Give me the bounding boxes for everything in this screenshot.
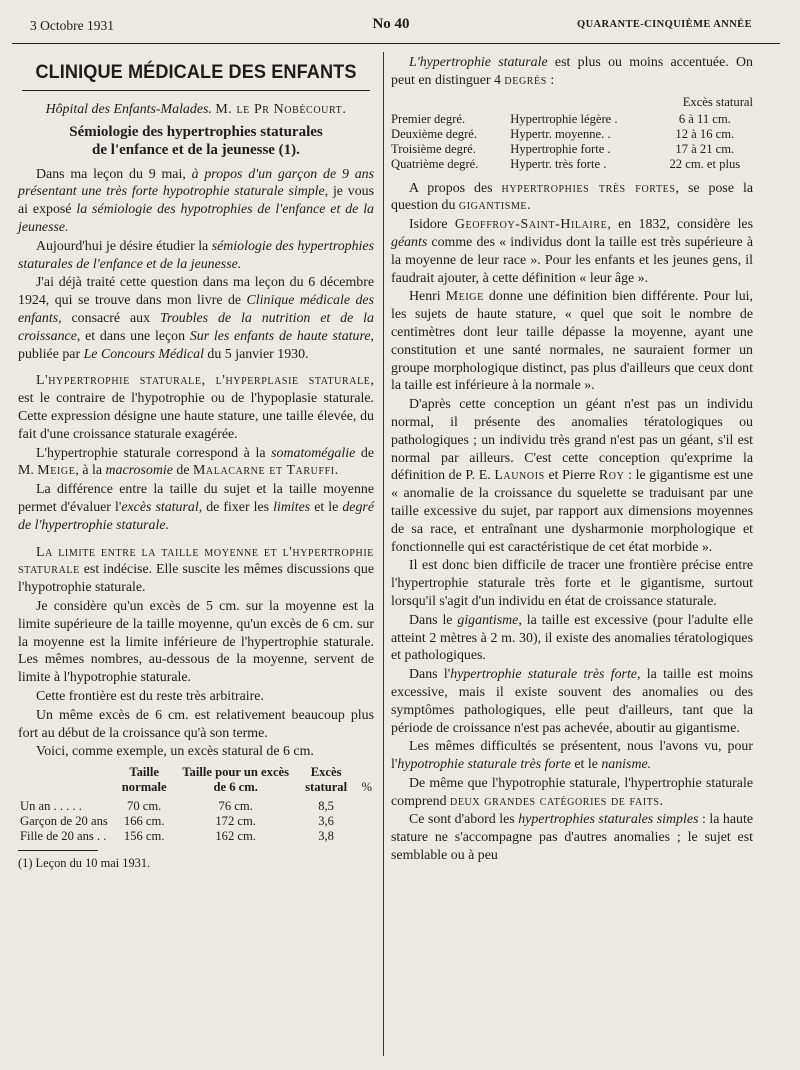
footnote: (1) Leçon du 10 mai 1931.	[18, 856, 151, 871]
paragraph: Je considère qu'un excès de 5 cm. sur la moyenne est la limite supérieure de la taille moyenne, qu'un excès de 6 cm. sur la moyenne est la limite inférieure de l'hypertrophie staturale. Les mêmes nombres, au-dessous de la moyenne, servent de limite à l'hypotrophie staturale.	[18, 598, 374, 686]
paragraph: Un même excès de 6 cm. est relativement beaucoup plus fort au début de la croissance qu'à son terme.	[18, 707, 374, 741]
title-rule	[22, 90, 370, 91]
table-row: Un an . . . . . 70 cm. 76 cm. 8,5	[20, 799, 334, 814]
hospital-name: Hôpital des Enfants-Malades.	[45, 101, 212, 117]
paragraph: Henri Meige donne une définition bien différente. Pour lui, les sujets de haute stature, « quel que soit le nombre de centimètres dont leur taille dépasse la moyenne, ayant une constitution et une santé normales, ne sauraient former un groupe morphologique distinct, pas plus d'ailleurs que ceux dont la taille est inférieure à la normale ».	[391, 289, 753, 394]
table-row: Garçon de 20 ans 166 cm. 172 cm. 3,6	[20, 814, 334, 829]
paragraph: J'ai déjà traité cette question dans ma leçon du 6 décembre 1924, qui se trouve dans mon livre de Clinique médicale des enfants, consacré aux Troubles de la nutrition et de la croissance, et dans une leçon Sur les enfants de haute stature, publiée par Le Concours Médical du 5 janvier 1930.	[18, 275, 374, 362]
issue-number: No 40	[372, 16, 410, 32]
table-header-row	[391, 95, 753, 112]
hospital-line	[18, 101, 374, 119]
section-title: CLINIQUE MÉDICALE DES ENFANTS	[35, 61, 357, 83]
paragraph: Il est donc bien difficile de tracer une frontière précise entre l'hypertrophie staturale très forte et le gigantisme, surtout lorsqu'il s'agit d'un individu en état de croissance staturale.	[391, 558, 753, 609]
column-header: Excès statural	[305, 765, 348, 795]
table-row: Fille de 20 ans . . 156 cm. 162 cm. 3,8	[20, 829, 334, 844]
table-row: Quatrième degré. Hypertr. très forte . 22 cm. et plus	[391, 156, 741, 171]
page-header	[30, 16, 752, 38]
column-header: %	[361, 780, 372, 795]
paragraph: D'après cette conception un géant n'est pas un individu normal, il présente des anomalies tératologiques ou pathologiques ; un individu très grand n'est pas un géant, s'il est normal par ailleurs. C'est cette conception qu'exprime la définition de P. E. Launois et Pierre Roy : le gigantisme est une « anomalie de la croissance du squelette se traduisant par une taille excessive du sujet, par rapport aux dimensions moyennes de sa race, et entraînant une dysharmonie morphologique et fonctionnelle qui est caractéristique de cet état morbide ».	[391, 397, 753, 555]
subtitle-line-1: Sémiologie des hypertrophies staturales	[69, 123, 323, 140]
lesson-subtitle	[18, 123, 374, 159]
paragraph: Cette frontière est du reste très arbitraire.	[36, 688, 264, 704]
paragraph: Dans ma leçon du 9 mai, à propos d'un garçon de 9 ans présentant une très forte hypotrophie staturale simple, je vous ai exposé la sémiologie des hypotrophies de l'enfance et de la jeunesse.	[18, 166, 375, 235]
column-header: Taille pour un excès de 6 cm.	[182, 765, 290, 795]
subtitle-line-2: de l'enfance et de la jeunesse (1).	[92, 141, 300, 158]
paragraph: Voici, comme exemple, un excès statural de 6 cm.	[36, 744, 314, 760]
footnote-rule	[18, 850, 98, 851]
table-row: Premier degré. Hypertrophie légère . 6 à 11 cm.	[391, 111, 731, 126]
paragraph: L'hypertrophie staturale, l'hyperplasie staturale, est le contraire de l'hypotrophie ou de l'hypoplasie staturale. Cette expression désigne une haute stature, une taille élevée, du fait d'une croissance staturale exagérée.	[18, 373, 374, 442]
paragraph: Dans le gigantisme, la taille est excessive (pour l'adulte elle atteint 2 mètres à 2 m. 30), il existe des anomalies tératologiques et pathologiques.	[391, 612, 753, 664]
table-row: Deuxième degré. Hypertr. moyenne. . 12 à 16 cm.	[391, 126, 735, 141]
paragraph: Ce sont d'abord les hypertrophies staturales simples : la haute stature ne s'accompagne pas d'autres anomalies ; le sujet est semblable ou à peu	[391, 812, 753, 864]
paragraph: L'hypertrophie staturale est plus ou moins accentuée. On peut en distinguer 4 degrés :	[391, 55, 754, 88]
paragraph: La limite entre la taille moyenne et l'hypertrophie staturale est indécise. Elle suscite les mêmes discussions que l'hypotrophie staturale.	[18, 544, 374, 596]
example-table	[18, 765, 374, 844]
paragraph: Isidore Geoffroy-Saint-Hilaire, en 1832, considère les géants comme des « individus dont la taille est très supérieure à la moyenne de leur race ». Pour les enfants et les jeunes gens, il faudrait ajouter, à cette définition « leur âge ».	[391, 217, 753, 286]
volume-year: QUARANTE-CINQUIÈME ANNÉE	[577, 19, 752, 30]
column-header: Excès statural	[682, 94, 753, 109]
paragraph: Dans l'hypertrophie staturale très forte, la taille est moins excessive, mais il existe souvent des anomalies ou des symptômes pathologiques, elle peut d'ailleurs, tant que la période de croissance n'est pas achevée, aboutir au gigantisme.	[391, 667, 753, 736]
paragraph: Les mêmes difficultés se présentent, nous l'avons vu, pour l'hypotrophie staturale très forte et le nanisme.	[391, 739, 753, 773]
table-header-row	[18, 765, 374, 799]
paragraph: A propos des hypertrophies très fortes, se pose la question du gigantisme.	[391, 180, 753, 214]
paragraph: L'hypertrophie staturale correspond à la somatomégalie de M. Meige, à la macrosomie de Malacarne et Taruffi.	[18, 445, 374, 479]
table-row: Troisième degré. Hypertrophie forte . 17 à 21 cm.	[391, 141, 735, 156]
column-header: Taille normale	[121, 765, 167, 795]
paragraph: De même que l'hypotrophie staturale, l'hypertrophie staturale comprend deux grandes catégories de faits.	[391, 775, 753, 809]
column-divider	[383, 52, 384, 1056]
issue-date: 3 Octobre 1931	[30, 18, 114, 33]
header-rule	[12, 43, 780, 44]
degrees-table	[391, 95, 753, 172]
paragraph: Aujourd'hui je désire étudier la sémiologie des hypertrophies staturales de l'enfance et de la jeunesse.	[18, 238, 374, 272]
author-name: M. le Pr Nobécourt.	[215, 101, 347, 117]
paragraph: La différence entre la taille du sujet et la taille moyenne permet d'évaluer l'excès statural, de fixer les limites et le degré de l'hypertrophie staturale.	[18, 482, 374, 533]
right-column	[391, 54, 753, 866]
left-column	[18, 54, 374, 874]
